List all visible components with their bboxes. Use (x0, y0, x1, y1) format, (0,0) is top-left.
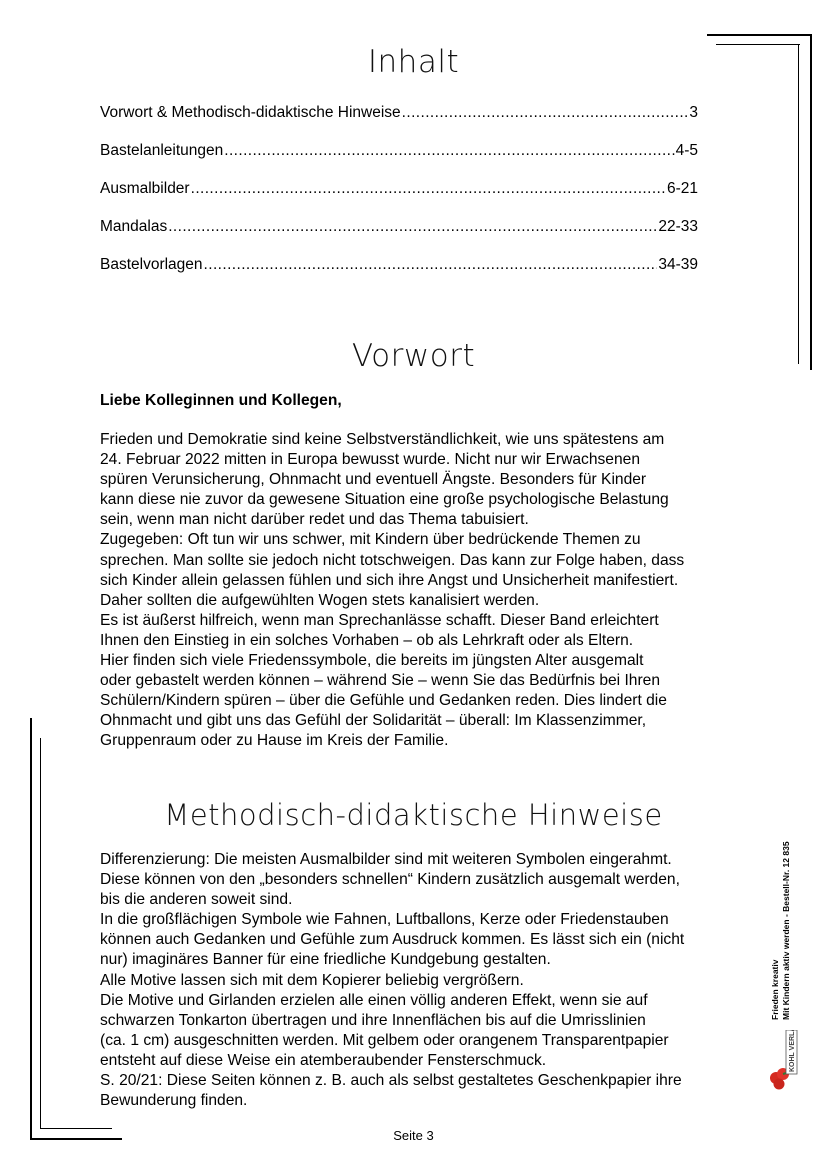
hinweise-line: In die großflächigen Symbole wie Fahnen, Luftballons, Kerze oder Friedenstauben (100, 911, 669, 929)
kohl-verlag-logo-icon (766, 1030, 800, 1092)
side-label-subtitle: Mit Kindern aktiv werden - Bestell-Nr. 12 835 (780, 841, 791, 1020)
side-label (770, 790, 800, 1020)
toc-entry-label: Bastelvorlagen (100, 256, 203, 273)
frame-right-line-outer (810, 34, 812, 370)
vorwort-line: Es ist äußerst hilfreich, wenn man Sprechanlässe schafft. Dieser Band erleichtert (100, 611, 659, 629)
toc-entry-label: Bastelanleitungen (100, 142, 224, 159)
side-label-title: Frieden kreativ (770, 959, 780, 1020)
vorwort-line: sein, wenn man nicht darüber redet und das Thema tabuisiert. (100, 511, 529, 529)
vorwort-line: Frieden und Demokratie sind keine Selbstverständlichkeit, wie uns spätestens am (100, 431, 665, 448)
toc-entry-page: 3 (689, 104, 698, 121)
hinweise-line: Diese können von den „besonders schnellen“ Kindern zusätzlich ausgemalt werden, (100, 871, 680, 889)
frame-left-line-inner (40, 738, 41, 1128)
toc-entry-label: Ausmalbilder (100, 180, 190, 197)
frame-top-right-line-outer (707, 34, 811, 36)
toc-leader-dots (168, 218, 657, 236)
vorwort-line: Hier finden sich viele Friedenssymbole, die bereits im jüngsten Alter ausgemalt (100, 652, 644, 670)
toc-title: Inhalt (367, 44, 460, 80)
hinweise-line: (ca. 1 cm) ausgeschnitten werden. Mit gelbem oder orangenem Transparentpapier (100, 1031, 669, 1049)
toc-entry-page: 34-39 (658, 256, 698, 273)
vorwort-body (100, 430, 732, 752)
vorwort-line: Ihnen den Einstieg in ein solches Vorhaben – ob als Lehrkraft oder als Eltern. (100, 631, 634, 649)
toc-entry[interactable] (100, 104, 698, 142)
toc-entry-label: Vorwort & Methodisch-didaktische Hinweise (100, 104, 401, 121)
toc-entry-page: 22-33 (658, 218, 698, 235)
toc-entry[interactable] (100, 218, 698, 256)
vorwort-line: sprechen. Man sollte sie jedoch nicht totschweigen. Das kann zur Folge haben, dass (100, 551, 685, 569)
hinweise-line: bis die anderen soweit sind. (100, 891, 293, 909)
vorwort-line: Gruppenraum oder zu Hause im Kreis der Familie. (100, 732, 449, 750)
toc-leader-dots (204, 256, 658, 274)
page-number: Seite 3 (393, 1128, 434, 1143)
hinweise-line: entsteht auf diese Weise ein atemberaubender Fensterschmuck. (100, 1051, 547, 1069)
vorwort-line: spüren Verunsicherung, Ohnmacht und eventuell Ängste. Besonders für Kinder (100, 471, 647, 489)
hinweise-line: Differenzierung: Die meisten Ausmalbilder sind mit weiteren Symbolen eingerahmt. (100, 851, 672, 868)
toc-entry[interactable] (100, 180, 698, 218)
hinweise-line: nur) imaginäres Banner für eine friedliche Kundgebung gestalten. (100, 951, 551, 969)
vorwort-salutation: Liebe Kolleginnen und Kollegen, (100, 392, 342, 409)
table-of-contents (100, 104, 698, 294)
toc-entry-label: Mandalas (100, 218, 168, 235)
vorwort-line: sich Kinder allein gelassen fühlen und sich ihre Angst und Unsicherheit manifestiert. (100, 571, 679, 589)
vorwort-line: Zugegeben: Oft tun wir uns schwer, mit Kindern über bedrückende Themen zu (100, 531, 641, 549)
vorwort-line: 24. Februar 2022 mitten in Europa bewusst wurde. Nicht nur wir Erwachsenen (100, 451, 640, 469)
vorwort-line: Schülern/Kindern spüren – über die Gefühle und Gedanken reden. Dies lindert die (100, 692, 667, 710)
toc-leader-dots (191, 180, 666, 198)
hinweise-title: Methodisch-didaktische Hinweise (164, 798, 663, 832)
toc-entry-page: 4-5 (675, 142, 698, 159)
toc-entry[interactable] (100, 256, 698, 294)
hinweise-line: Alle Motive lassen sich mit dem Kopierer beliebig vergrößern. (100, 971, 524, 989)
hinweise-line: S. 20/21: Diese Seiten können z. B. auch als selbst gestaltetes Geschenkpapier ihre (100, 1072, 682, 1090)
vorwort-line: oder gebastelt werden können – während Sie – wenn Sie das Bedürfnis bei Ihren (100, 672, 661, 690)
toc-leader-dots (224, 142, 674, 160)
hinweise-line: schwarzen Tonkarton übertragen und ihre Innenflächen bis auf die Umrisslinien (100, 1011, 646, 1029)
vorwort-line: Daher sollten die aufgewühlten Wogen stets kanalisiert werden. (100, 591, 540, 609)
vorwort-line: kann diese nie zuvor da gewesene Situation eine große psychologische Belastung (100, 491, 669, 509)
hinweise-line: Bewunderung finden. (100, 1092, 248, 1110)
vorwort-title: Vorwort (351, 338, 476, 374)
hinweise-line: Die Motive und Girlanden erzielen alle einen völlig anderen Effekt, wenn sie auf (100, 991, 648, 1009)
frame-right-line-inner (798, 44, 799, 364)
vorwort-salutation-block (100, 391, 732, 411)
toc-leader-dots (402, 104, 689, 122)
toc-entry[interactable] (100, 142, 698, 180)
hinweise-body (100, 850, 732, 1111)
frame-left-line-outer (30, 718, 32, 1140)
logo-text: KOHL VERLAG (789, 1030, 796, 1072)
vorwort-line: Ohnmacht und gibt uns das Gefühl der Solidarität – überall: Im Klassenzimmer, (100, 712, 647, 730)
toc-entry-page: 6-21 (666, 180, 698, 197)
hinweise-line: können auch Gedanken und Gefühle zum Ausdruck kommen. Es lässt sich ein (nicht (100, 931, 685, 949)
